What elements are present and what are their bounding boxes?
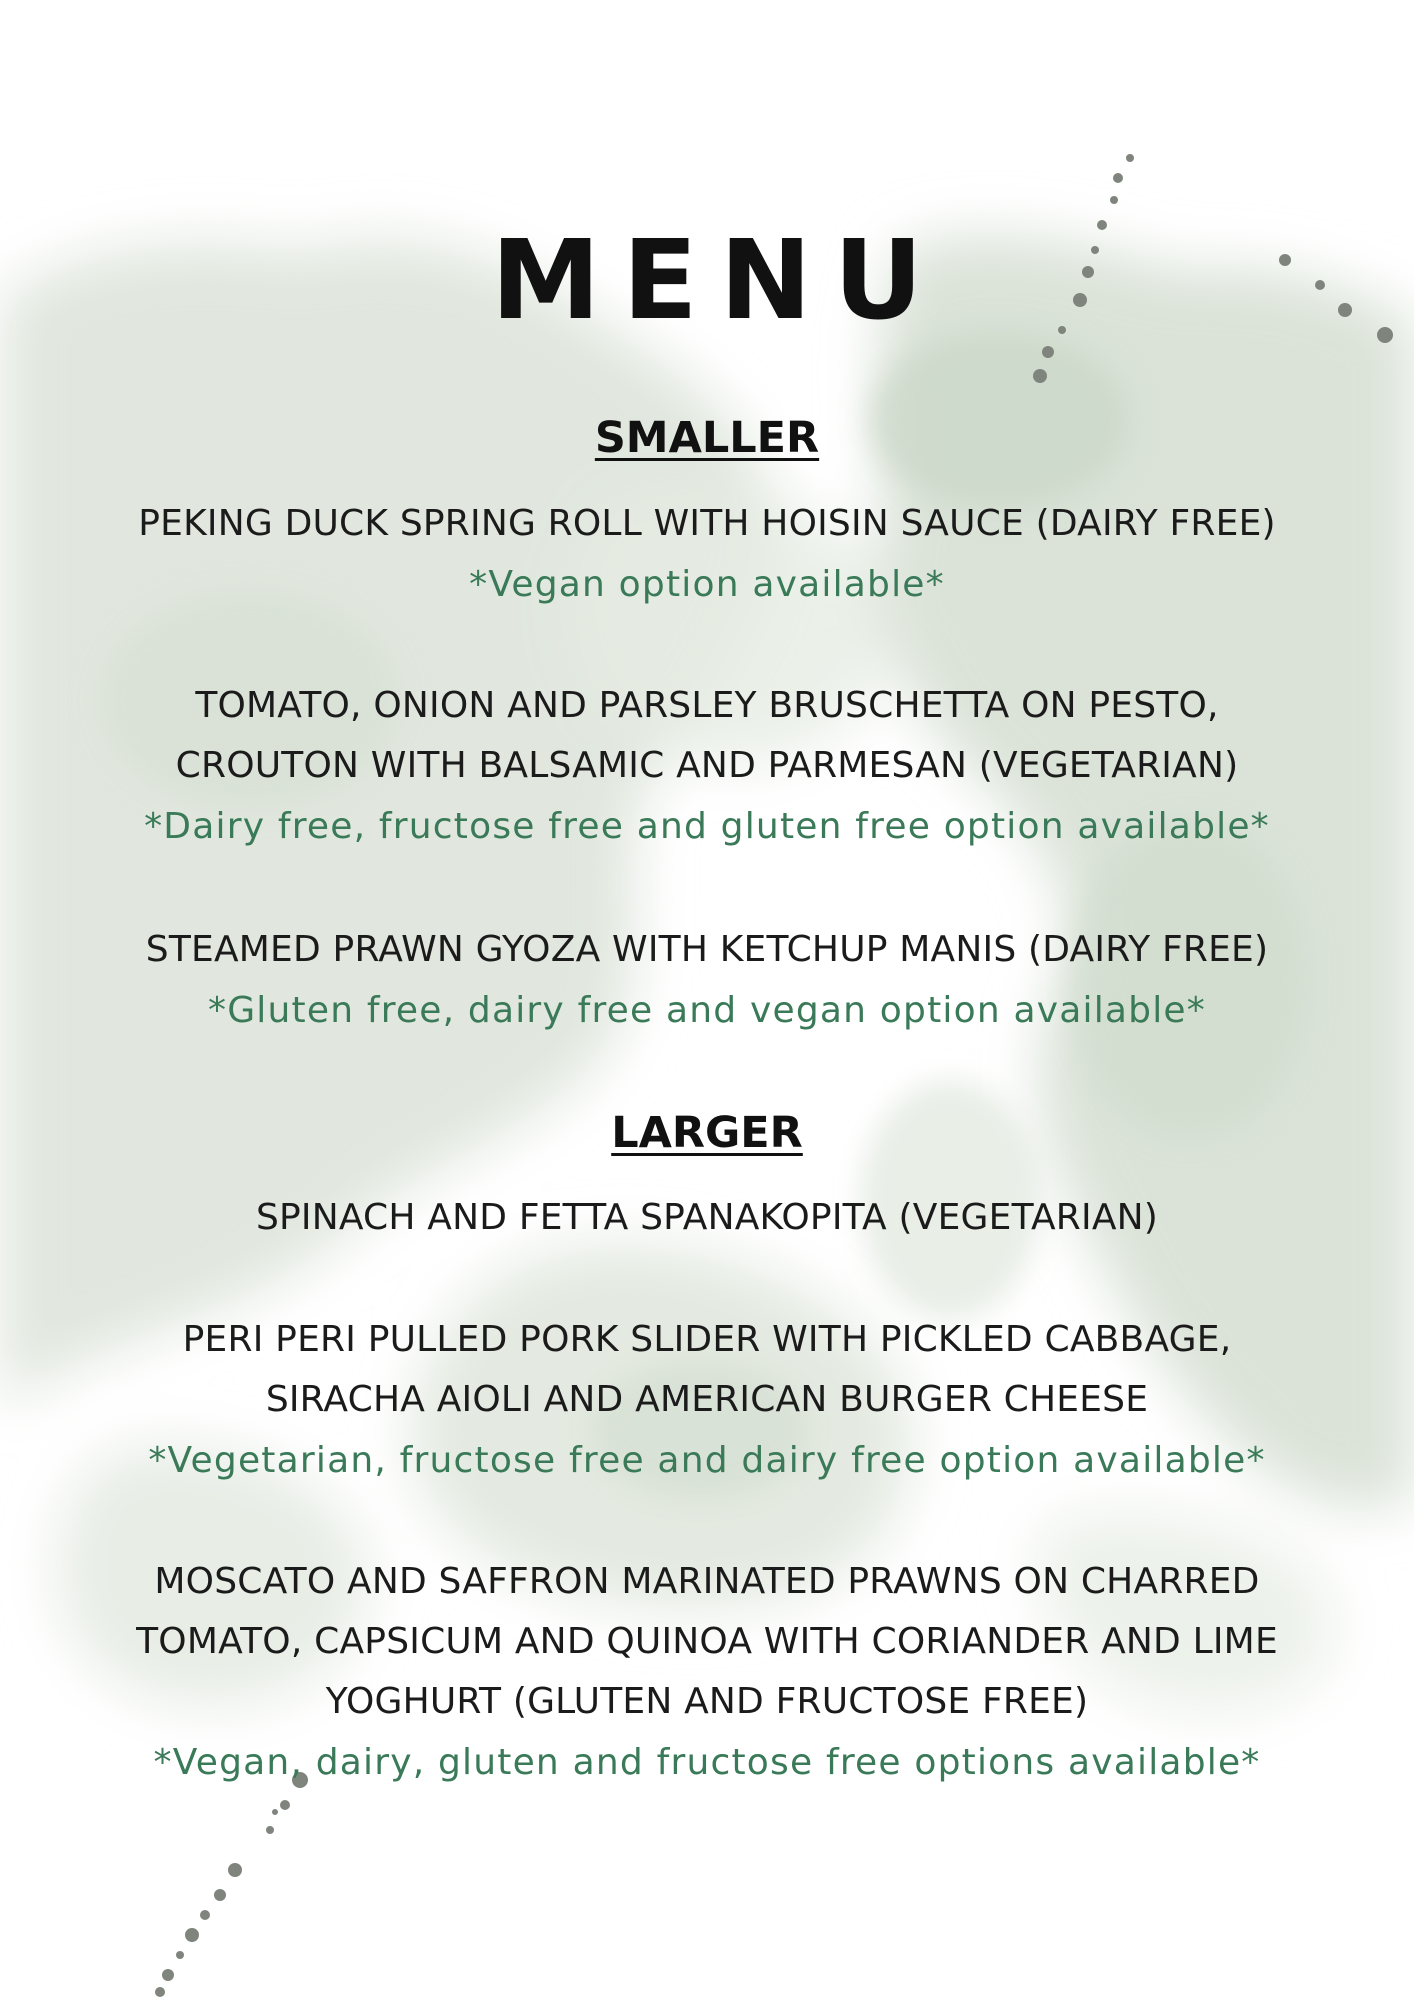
dish-name: YOGHURT (GLUTEN AND FRUCTOSE FREE) <box>325 1681 1089 1722</box>
dish-item <box>60 1552 1354 1794</box>
section-heading-smaller: SMALLER <box>594 413 820 463</box>
dish-option-note: *Vegetarian, fructose free and dairy free option available* <box>148 1440 1266 1481</box>
dish-option-note: *Vegan, dairy, gluten and fructose free options available* <box>153 1742 1261 1783</box>
dish-option-note: *Vegan option available* <box>469 564 945 605</box>
dish-item <box>60 676 1354 858</box>
dish-name: PEKING DUCK SPRING ROLL WITH HOISIN SAUCE (DAIRY FREE) <box>138 503 1276 544</box>
dish-name: TOMATO, ONION AND PARSLEY BRUSCHETTA ON PESTO, <box>195 685 1219 726</box>
dish-item <box>60 1188 1354 1248</box>
dish-name: PERI PERI PULLED PORK SLIDER WITH PICKLED CABBAGE, <box>182 1319 1232 1360</box>
page-title: MENU <box>491 216 945 344</box>
dish-name: TOMATO, CAPSICUM AND QUINOA WITH CORIANDER AND LIME <box>136 1621 1278 1662</box>
dish-name: SPINACH AND FETTA SPANAKOPITA (VEGETARIAN) <box>255 1197 1159 1238</box>
dish-option-note: *Gluten free, dairy free and vegan option available* <box>208 990 1206 1031</box>
dish-item <box>60 1310 1354 1492</box>
dish-name: CROUTON WITH BALSAMIC AND PARMESAN (VEGETARIAN) <box>175 745 1239 786</box>
section-heading-larger: LARGER <box>611 1108 803 1158</box>
dish-option-note: *Dairy free, fructose free and gluten free option available* <box>144 806 1270 847</box>
dish-item <box>60 920 1354 1042</box>
dish-name: STEAMED PRAWN GYOZA WITH KETCHUP MANIS (DAIRY FREE) <box>145 929 1269 970</box>
dish-name: MOSCATO AND SAFFRON MARINATED PRAWNS ON CHARRED <box>154 1561 1260 1602</box>
dish-name: SIRACHA AIOLI AND AMERICAN BURGER CHEESE <box>265 1379 1149 1420</box>
dish-item <box>60 494 1354 616</box>
